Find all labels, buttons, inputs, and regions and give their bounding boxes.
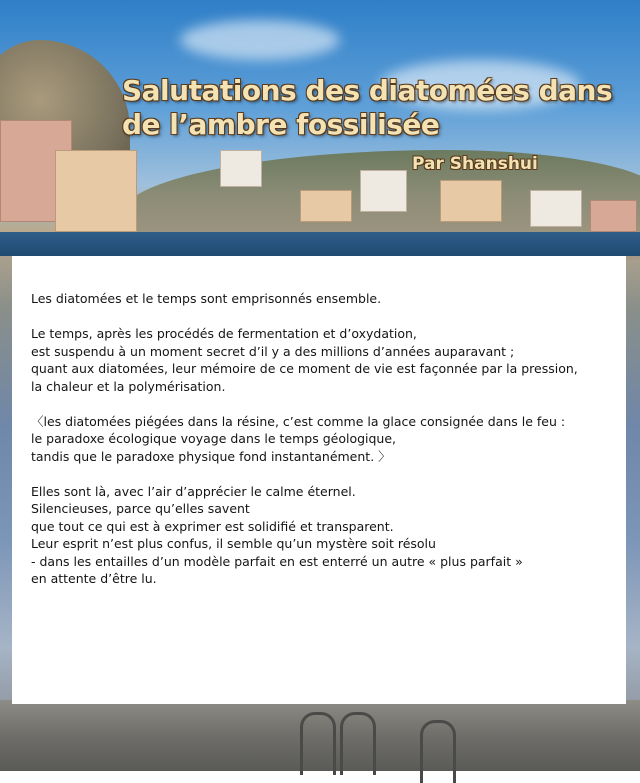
poem-line: Silencieuses, parce qu’elles savent: [31, 501, 250, 516]
building: [590, 200, 637, 232]
bottom-scenery: [0, 700, 640, 771]
poem-line: - dans les entailles d’un modèle parfait en est enterré un autre « plus parfait »: [31, 553, 523, 569]
building: [530, 190, 582, 227]
poem-line: la chaleur et la polymérisation.: [31, 378, 226, 394]
arch: [420, 720, 456, 783]
poem-line: tandis que le paradoxe physique fond instantanément. 〉: [31, 448, 391, 464]
poem-line: quant aux diatomées, leur mémoire de ce moment de vie est façonnée par la pression,: [31, 361, 578, 376]
page-title-line-1: Salutations des diatomées dans: [122, 74, 613, 107]
stanza-2: [31, 325, 616, 395]
poem-line: le paradoxe écologique voyage dans le temps géologique,: [31, 431, 397, 446]
poem-line: Les diatomées et le temps sont emprisonnés ensemble.: [31, 291, 382, 306]
author-byline: Par Shanshui: [412, 154, 538, 174]
poem-panel: [12, 256, 626, 704]
arch: [300, 712, 336, 775]
stanza-4: [31, 483, 616, 588]
building: [360, 170, 407, 212]
poem-line: que tout ce qui est à exprimer est solidifié et transparent.: [31, 518, 394, 534]
building: [300, 190, 352, 222]
stanza-1: [31, 290, 616, 308]
building: [440, 180, 502, 222]
stanza-3: [31, 413, 616, 466]
poem-line: en attente d’être lu.: [31, 571, 157, 586]
poem-line: Leur esprit n’est plus confus, il semble qu’un mystère soit résolu: [31, 536, 436, 551]
cloud: [180, 20, 340, 60]
title-block: [122, 74, 613, 142]
building: [55, 150, 137, 232]
sea: [0, 232, 640, 256]
poem-line: 〈les diatomées piégées dans la résine, c’est comme la glace consignée dans le feu :: [31, 413, 566, 429]
poem-line: Le temps, après les procédés de fermentation et d’oxydation,: [31, 326, 417, 341]
poem-text: [31, 290, 616, 605]
page-title-line-2: de l’ambre fossilisée: [122, 108, 440, 141]
building: [220, 150, 262, 187]
poem-line: est suspendu à un moment secret d’il y a des millions d’années auparavant ;: [31, 343, 515, 359]
arch: [340, 712, 376, 775]
poem-line: Elles sont là, avec l’air d’apprécier le calme éternel.: [31, 483, 356, 499]
